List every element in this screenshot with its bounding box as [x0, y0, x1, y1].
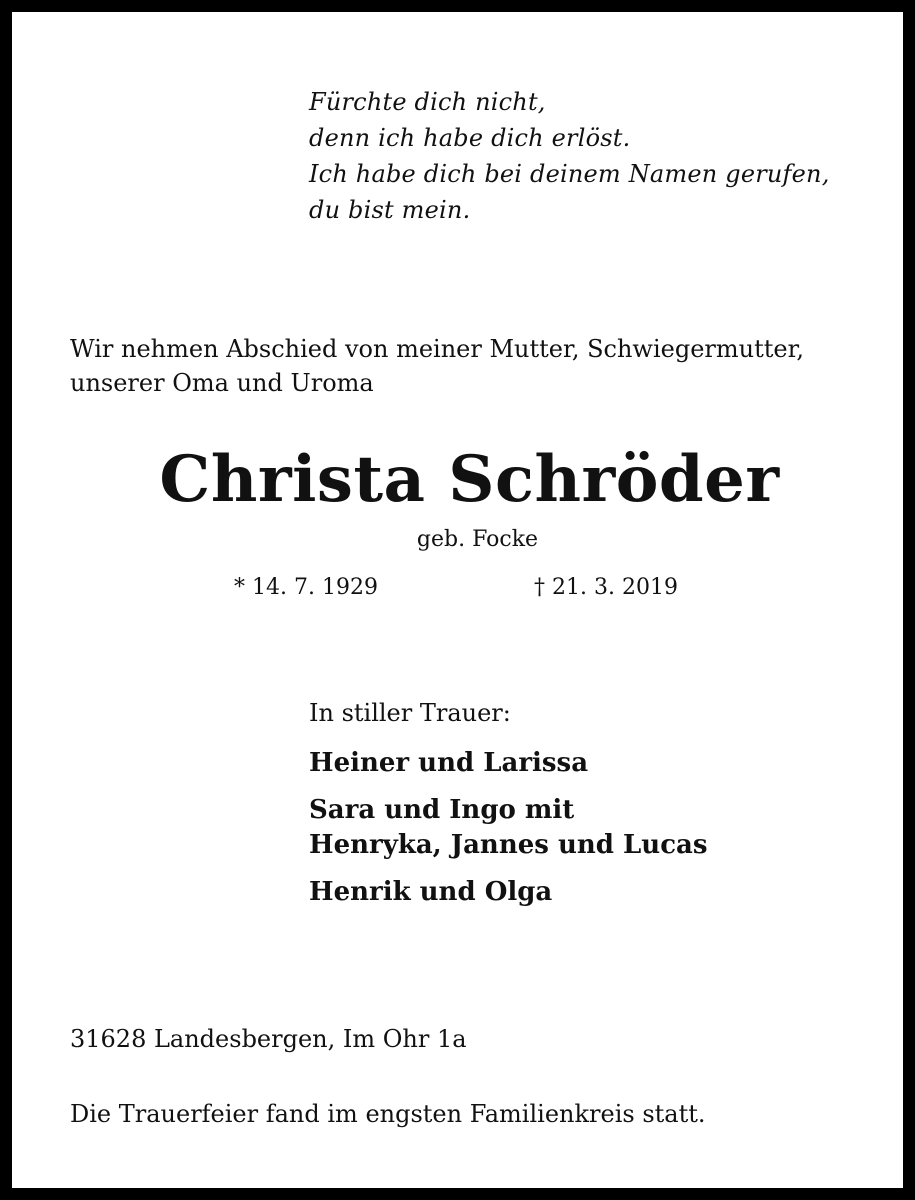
mourner-line: Henryka, Jannes und Lucas — [309, 830, 708, 860]
birth-date: * 14. 7. 1929 — [234, 575, 378, 600]
verse-line: Fürchte dich nicht, — [309, 88, 546, 116]
death-date: † 21. 3. 2019 — [534, 575, 678, 600]
mourner-line: Henrik und Olga — [309, 877, 553, 907]
verse-line: du bist mein. — [309, 196, 471, 224]
bible-verse — [309, 84, 830, 228]
funeral-note: Die Trauerfeier fand im engsten Familienkreis statt. — [70, 1100, 706, 1128]
mourners-list — [309, 746, 708, 922]
mourner-line: Sara und Ingo mit — [309, 795, 575, 825]
intro-line: Wir nehmen Abschied von meiner Mutter, Schwiegermutter, — [70, 335, 805, 363]
mourner-group — [309, 875, 708, 910]
mourner-group — [309, 746, 708, 781]
intro-line: unserer Oma und Uroma — [70, 369, 374, 397]
deceased-name: Christa Schröder — [159, 442, 780, 517]
verse-line: Ich habe dich bei deinem Namen gerufen, — [309, 160, 830, 188]
mourner-line: Heiner und Larissa — [309, 748, 589, 778]
maiden-name: geb. Focke — [416, 527, 539, 552]
mourning-heading: In stiller Trauer: — [309, 699, 511, 727]
farewell-intro — [70, 332, 804, 400]
mourner-group — [309, 793, 708, 863]
family-address: 31628 Landesbergen, Im Ohr 1a — [70, 1025, 467, 1053]
verse-line: denn ich habe dich erlöst. — [309, 124, 631, 152]
